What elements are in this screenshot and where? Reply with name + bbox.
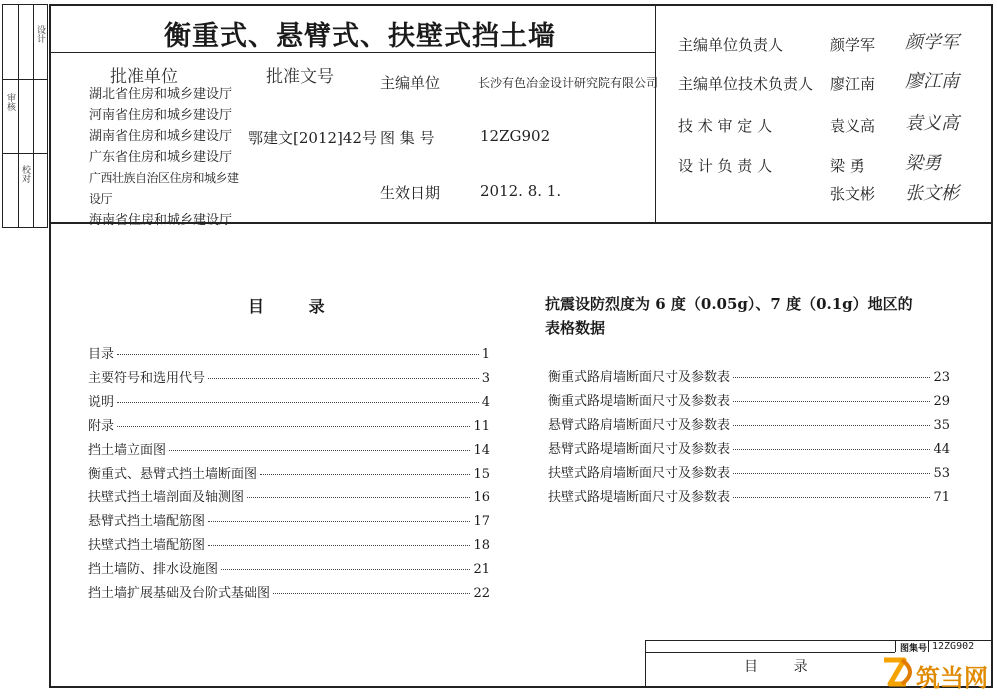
toc-row-page: 1 <box>481 347 490 362</box>
toc-row-page: 53 <box>933 465 950 481</box>
toc-row-label: 悬臂式路堤墙断面尺寸及参数表 <box>548 441 731 457</box>
effective-label: 生效日期 <box>380 184 441 202</box>
toc-row[interactable] <box>548 366 950 385</box>
seismic-heading <box>545 292 913 340</box>
toc-row[interactable] <box>88 415 490 434</box>
toc-row[interactable] <box>88 558 490 577</box>
footer-sheet-title: 目 录 <box>744 659 808 675</box>
header-divider <box>655 5 656 222</box>
toc-row[interactable] <box>548 390 950 409</box>
toc-row-page: 4 <box>481 394 490 410</box>
toc-row-leader <box>733 497 930 498</box>
signature: 袁义高 <box>905 113 959 134</box>
role-label: 技 术 审 定 人 <box>678 117 773 135</box>
toc-row[interactable] <box>548 462 950 481</box>
side-stamp-label-3: 设计 <box>35 25 45 43</box>
effective-date: 2012. 8. 1. <box>480 182 562 200</box>
toc-row-page: 15 <box>473 466 490 482</box>
toc-row-leader <box>273 593 470 594</box>
toc-row-page: 11 <box>473 418 490 434</box>
toc-row-label: 说明 <box>88 394 115 410</box>
toc-row[interactable] <box>88 582 490 601</box>
toc-row[interactable] <box>548 438 950 457</box>
role-name: 廖江南 <box>830 75 876 93</box>
side-stamp <box>2 4 48 228</box>
side-stamp-label-2: 校对 <box>20 165 30 183</box>
approval-units <box>89 84 249 231</box>
toc-row-label: 附录 <box>88 418 115 434</box>
toc-row-label: 扶壁式挡土墙剖面及轴测图 <box>88 490 245 506</box>
toc-row[interactable] <box>88 510 490 529</box>
toc-row[interactable] <box>548 414 950 433</box>
approval-unit: 湖北省住房和城乡建设厅 <box>89 87 233 102</box>
toc-row-page: 44 <box>933 441 950 457</box>
toc-row-leader <box>169 450 470 451</box>
approval-doc-label: 批准文号 <box>266 67 334 87</box>
approval-unit: 广西壮族自治区住房和城乡建设厅 <box>89 171 239 206</box>
toc-row-label: 目录 <box>88 347 115 362</box>
footer-atlas-label: 图集号 <box>900 644 928 654</box>
toc-row-label: 悬臂式挡土墙配筋图 <box>88 514 206 530</box>
toc-row-page: 3 <box>481 370 490 386</box>
toc-row[interactable] <box>88 486 490 505</box>
toc-row-label: 扶壁式路堤墙断面尺寸及参数表 <box>548 489 731 505</box>
toc-row-leader <box>733 401 930 402</box>
toc-row[interactable] <box>88 534 490 553</box>
toc-row[interactable] <box>88 439 490 458</box>
toc-row-page: 22 <box>473 586 490 601</box>
signature: 廖江南 <box>905 71 959 92</box>
toc-row-label: 衡重式、悬臂式挡土墙断面图 <box>88 466 258 482</box>
toc-row-label: 扶壁式路肩墙断面尺寸及参数表 <box>548 465 731 481</box>
signature: 梁勇 <box>905 153 941 174</box>
role-label: 主编单位技术负责人 <box>678 75 814 93</box>
toc-row-leader <box>247 497 470 498</box>
page-title: 衡重式、悬臂式、扶壁式挡土墙 <box>164 21 556 52</box>
footer-atlas-no: 12ZG902 <box>932 641 975 652</box>
approval-unit: 河南省住房和城乡建设厅 <box>89 108 233 123</box>
toc-row-page: 16 <box>473 490 490 506</box>
role-label: 设 计 负 责 人 <box>678 157 773 175</box>
toc-row-label: 主要符号和选用代号 <box>88 370 206 386</box>
chief-unit-label: 主编单位 <box>380 74 441 92</box>
toc-row-page: 29 <box>933 393 950 409</box>
atlas-no-label: 图 集 号 <box>380 129 435 147</box>
toc-row-label: 扶壁式挡土墙配筋图 <box>88 538 206 554</box>
seismic-heading-line-2: 表格数据 <box>545 319 606 337</box>
approval-doc: 鄂建文[2012]42号 <box>248 129 377 147</box>
role-name: 梁 勇 <box>830 157 865 175</box>
toc-row-leader <box>208 545 470 546</box>
toc-row-label: 衡重式路堤墙断面尺寸及参数表 <box>548 393 731 409</box>
toc-row-leader <box>117 402 479 403</box>
toc-row[interactable] <box>88 343 490 362</box>
role-label: 主编单位负责人 <box>678 36 784 54</box>
toc-row-leader <box>208 521 470 522</box>
toc-row-label: 挡土墙防、排水设施图 <box>88 562 219 578</box>
toc-row-leader <box>260 474 470 475</box>
toc-row[interactable] <box>88 391 490 410</box>
atlas-no: 12ZG902 <box>480 127 551 145</box>
seismic-heading-line-1: 抗震设防烈度为 6 度（0.05g）、7 度（0.1g）地区的 <box>545 295 913 313</box>
toc-row[interactable] <box>548 486 950 505</box>
toc-row-label: 衡重式路肩墙断面尺寸及参数表 <box>548 370 731 385</box>
role-name: 袁义高 <box>830 117 876 135</box>
side-stamp-label-1: 审核 <box>5 93 15 111</box>
toc-row-leader <box>733 377 930 378</box>
watermark-text: 筑当网 <box>916 664 988 692</box>
approval-unit: 湖南省住房和城乡建设厅 <box>89 129 233 144</box>
role-name: 张文彬 <box>830 185 876 203</box>
toc-row-page: 71 <box>933 489 950 505</box>
toc-row-leader <box>733 425 930 426</box>
role-name: 颜学军 <box>830 36 876 54</box>
watermark-logo <box>880 654 995 692</box>
approval-unit-label: 批准单位 <box>110 67 178 87</box>
toc-row-page: 18 <box>473 538 490 554</box>
toc-row[interactable] <box>88 463 490 482</box>
approval-unit: 海南省住房和城乡建设厅 <box>89 213 233 228</box>
toc-row-label: 悬臂式路肩墙断面尺寸及参数表 <box>548 417 731 433</box>
toc-row-leader <box>733 449 930 450</box>
toc-row-label: 挡土墙扩展基础及台阶式基础图 <box>88 586 271 601</box>
toc-row-label: 挡土墙立面图 <box>88 442 167 458</box>
signature: 张文彬 <box>905 183 959 204</box>
toc-row-page: 23 <box>933 370 950 385</box>
toc-row[interactable] <box>88 367 490 386</box>
signature: 颜学军 <box>905 32 959 53</box>
toc-row-leader <box>221 569 470 570</box>
toc-row-page: 21 <box>473 562 490 578</box>
toc-row-page: 35 <box>933 417 950 433</box>
chief-unit: 长沙有色冶金设计研究院有限公司 <box>478 76 659 90</box>
toc-row-leader <box>117 426 470 427</box>
toc-row-leader <box>733 473 930 474</box>
toc-row-page: 14 <box>473 442 490 458</box>
toc-title: 目 录 <box>248 297 325 316</box>
toc-row-leader <box>117 354 479 355</box>
toc-row-leader <box>208 378 479 379</box>
toc-row-page: 17 <box>473 514 490 530</box>
approval-unit: 广东省住房和城乡建设厅 <box>89 150 233 165</box>
